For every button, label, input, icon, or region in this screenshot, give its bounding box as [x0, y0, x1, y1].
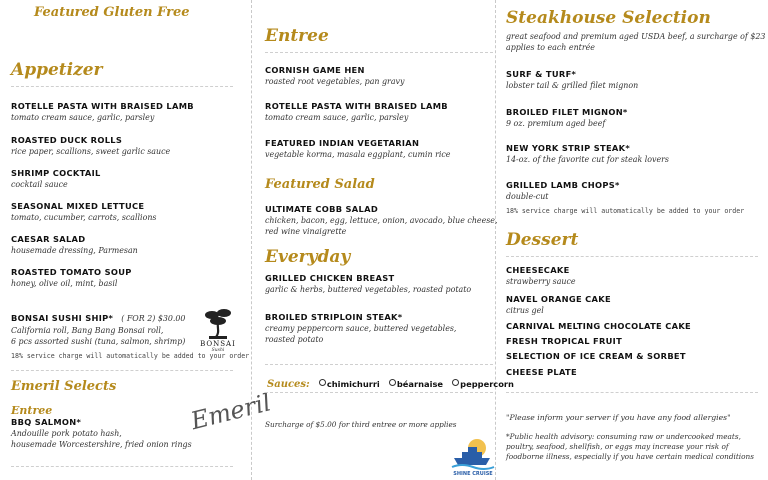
- item-desc: 9 oz. premium aged beef: [506, 119, 606, 128]
- intro-text: applies to each entrée: [506, 43, 595, 52]
- steakhouse-title: Steakhouse Selection: [506, 8, 711, 28]
- item-name: BBQ SALMON*: [11, 417, 82, 427]
- allergy-text: "Please inform your server if you have any food allergies": [506, 413, 731, 422]
- item-name: BROILED FILET MIGNON*: [506, 107, 628, 117]
- menu-item: [506, 106, 628, 129]
- item-desc: lobster tail & grilled filet mignon: [506, 81, 639, 90]
- item-desc: citrus gel: [506, 306, 544, 315]
- divider: [11, 86, 233, 87]
- service-charge-note: 18% service charge will automatically be added to your order: [11, 352, 250, 360]
- item-desc: California roll, Bang Bang Bonsai roll,: [11, 326, 164, 335]
- item-name: FEATURED INDIAN VEGETARIAN: [265, 138, 420, 148]
- menu-item: [506, 350, 686, 362]
- menu-item-bbq-salmon: [11, 416, 192, 450]
- divider: [265, 364, 493, 365]
- item-desc: housemade Worcestershire, fried onion rings: [11, 440, 192, 449]
- sauce-radio[interactable]: [389, 379, 396, 386]
- item-name: SELECTION OF ICE CREAM & SORBET: [506, 351, 686, 361]
- menu-item: [265, 311, 456, 345]
- sauce-option-chimichurri: chimichurri: [326, 379, 380, 389]
- item-name: ULTIMATE COBB SALAD: [265, 204, 379, 214]
- menu-item: [11, 266, 132, 289]
- advisory-line: poultry, seafood, shellfish, or eggs may increase your risk of: [506, 442, 729, 451]
- emeril-selects-title: Emeril Selects: [11, 379, 117, 394]
- item-price: ( FOR 2) $30.00: [121, 314, 186, 323]
- item-name: BROILED STRIPLOIN STEAK*: [265, 312, 403, 322]
- item-desc: red wine vinaigrette: [265, 227, 347, 236]
- item-desc: 14-oz. of the favorite cut for steak lovers: [506, 155, 669, 164]
- sauce-option-peppercorn: peppercorn: [460, 379, 514, 389]
- menu-item: [265, 272, 471, 295]
- column-appetizer: [0, 0, 274, 480]
- column-divider: [495, 0, 496, 480]
- cruise-ship-icon: [450, 436, 496, 470]
- item-name: CHEESE PLATE: [506, 367, 577, 377]
- menu-item: [265, 64, 404, 87]
- entree-title: Entree: [265, 26, 329, 46]
- item-name: SHRIMP COCKTAIL: [11, 168, 101, 178]
- item-desc: tomato cream sauce, garlic, parsley: [11, 113, 155, 122]
- everyday-title: Everyday: [265, 247, 351, 267]
- surcharge-note: [265, 420, 457, 430]
- item-name: CHEESECAKE: [506, 265, 570, 275]
- item-name: ROTELLE PASTA WITH BRAISED LAMB: [265, 101, 448, 111]
- appetizer-title: Appetizer: [11, 60, 103, 80]
- bonsai-logo-text: BONSAI: [200, 340, 236, 348]
- item-desc: double-cut: [506, 192, 549, 201]
- item-desc: strawberry sauce: [506, 277, 576, 286]
- column-entree: [255, 0, 514, 480]
- menu-item: [506, 264, 576, 287]
- sauces-row: [267, 372, 514, 391]
- item-name: SEASONAL MIXED LETTUCE: [11, 201, 145, 211]
- menu-item: [506, 142, 669, 165]
- sauces-label: Sauces:: [267, 379, 310, 390]
- item-desc: roasted root vegetables, pan gravy: [265, 77, 405, 86]
- item-name: CAESAR SALAD: [11, 234, 86, 244]
- item-name: BONSAI SUSHI SHIP*: [11, 313, 114, 323]
- item-name: NAVEL ORANGE CAKE: [506, 294, 611, 304]
- intro-text: great seafood and premium aged USDA beef, a surcharge of $23: [506, 32, 766, 41]
- item-name: GRILLED LAMB CHOPS*: [506, 180, 620, 190]
- divider: [506, 392, 758, 393]
- divider: [265, 392, 493, 393]
- advisory-line: *Public health advisory: consuming raw or undercooked meats,: [506, 432, 741, 441]
- item-name: ROTELLE PASTA WITH BRAISED LAMB: [11, 101, 194, 111]
- menu-item: [11, 200, 156, 223]
- item-desc: creamy peppercorn sauce, buttered vegetables,: [265, 324, 457, 333]
- item-name: SURF & TURF*: [506, 69, 577, 79]
- item-desc: tomato cream sauce, garlic, parsley: [265, 113, 409, 122]
- menu-item: [506, 179, 620, 202]
- menu-item: [11, 100, 194, 123]
- item-desc: housemade dressing, Parmesan: [11, 246, 138, 255]
- menu-item: [11, 134, 170, 157]
- item-desc: roasted potato: [265, 335, 324, 344]
- advisory-line: foodborne illness, especially if you have certain medical conditions: [506, 452, 754, 461]
- item-desc: 6 pcs assorted sushi (tuna, salmon, shrimp): [11, 337, 186, 346]
- item-desc: vegetable korma, masala eggplant, cumin rice: [265, 150, 451, 159]
- menu-item: [11, 233, 138, 256]
- item-desc: chicken, bacon, egg, lettuce, onion, avocado, blue cheese,: [265, 216, 498, 225]
- menu-item: [506, 320, 691, 332]
- item-name: NEW YORK STRIP STEAK*: [506, 143, 630, 153]
- health-advisory: [506, 432, 754, 462]
- shine-cruise-logo: [450, 436, 496, 480]
- divider: [11, 466, 233, 467]
- item-name: ROASTED TOMATO SOUP: [11, 267, 132, 277]
- item-desc: garlic & herbs, buttered vegetables, roasted potato: [265, 285, 472, 294]
- item-desc: tomato, cucumber, carrots, scallions: [11, 213, 157, 222]
- sauce-option-bearnaise: béarnaise: [396, 379, 444, 389]
- featured-salad-title: Featured Salad: [265, 177, 375, 192]
- item-desc: honey, olive oil, mint, basil: [11, 279, 118, 288]
- bonsai-tree-icon: [198, 306, 238, 340]
- item-desc: cocktail sauce: [11, 180, 68, 189]
- menu-item: [11, 167, 101, 190]
- surcharge-text: Surcharge of $5.00 for third entree or more applies: [265, 420, 457, 429]
- item-desc: Andouille pork potato hash,: [11, 429, 122, 438]
- steakhouse-intro: [506, 31, 765, 53]
- featured-gluten-free-title: Featured Gluten Free: [34, 5, 190, 20]
- emeril-entree-subtitle: Entree: [11, 404, 53, 417]
- divider: [11, 370, 233, 371]
- menu-item-bonsai: [11, 306, 185, 347]
- divider: [265, 52, 493, 53]
- menu-item: [265, 137, 450, 160]
- menu-item: [506, 68, 638, 91]
- item-name: FRESH TROPICAL FRUIT: [506, 336, 623, 346]
- item-name: ROASTED DUCK ROLLS: [11, 135, 123, 145]
- menu-item: [506, 335, 622, 347]
- shine-cruise-text: SHINE CRUISE: [453, 471, 493, 477]
- item-name: GRILLED CHICKEN BREAST: [265, 273, 395, 283]
- item-name: CARNIVAL MELTING CHOCOLATE CAKE: [506, 321, 692, 331]
- service-charge-note: 18% service charge will automatically be added to your order: [506, 207, 745, 215]
- column-steakhouse: [497, 0, 768, 480]
- sauce-radio[interactable]: [319, 379, 326, 386]
- bonsai-logo-sub: Sushi: [211, 348, 225, 353]
- divider: [506, 256, 758, 257]
- sauce-radio[interactable]: [452, 379, 459, 386]
- item-desc: rice paper, scallions, sweet garlic sauce: [11, 147, 171, 156]
- allergy-note: [506, 413, 731, 423]
- menu-item: [506, 366, 577, 378]
- emeril-signature: Emeril: [188, 388, 274, 436]
- menu-item: [265, 100, 448, 123]
- menu-item-cobb-salad: [265, 203, 498, 237]
- menu-item: [506, 293, 611, 316]
- dessert-title: Dessert: [506, 230, 579, 250]
- bonsai-logo: [198, 306, 238, 354]
- item-name: CORNISH GAME HEN: [265, 65, 365, 75]
